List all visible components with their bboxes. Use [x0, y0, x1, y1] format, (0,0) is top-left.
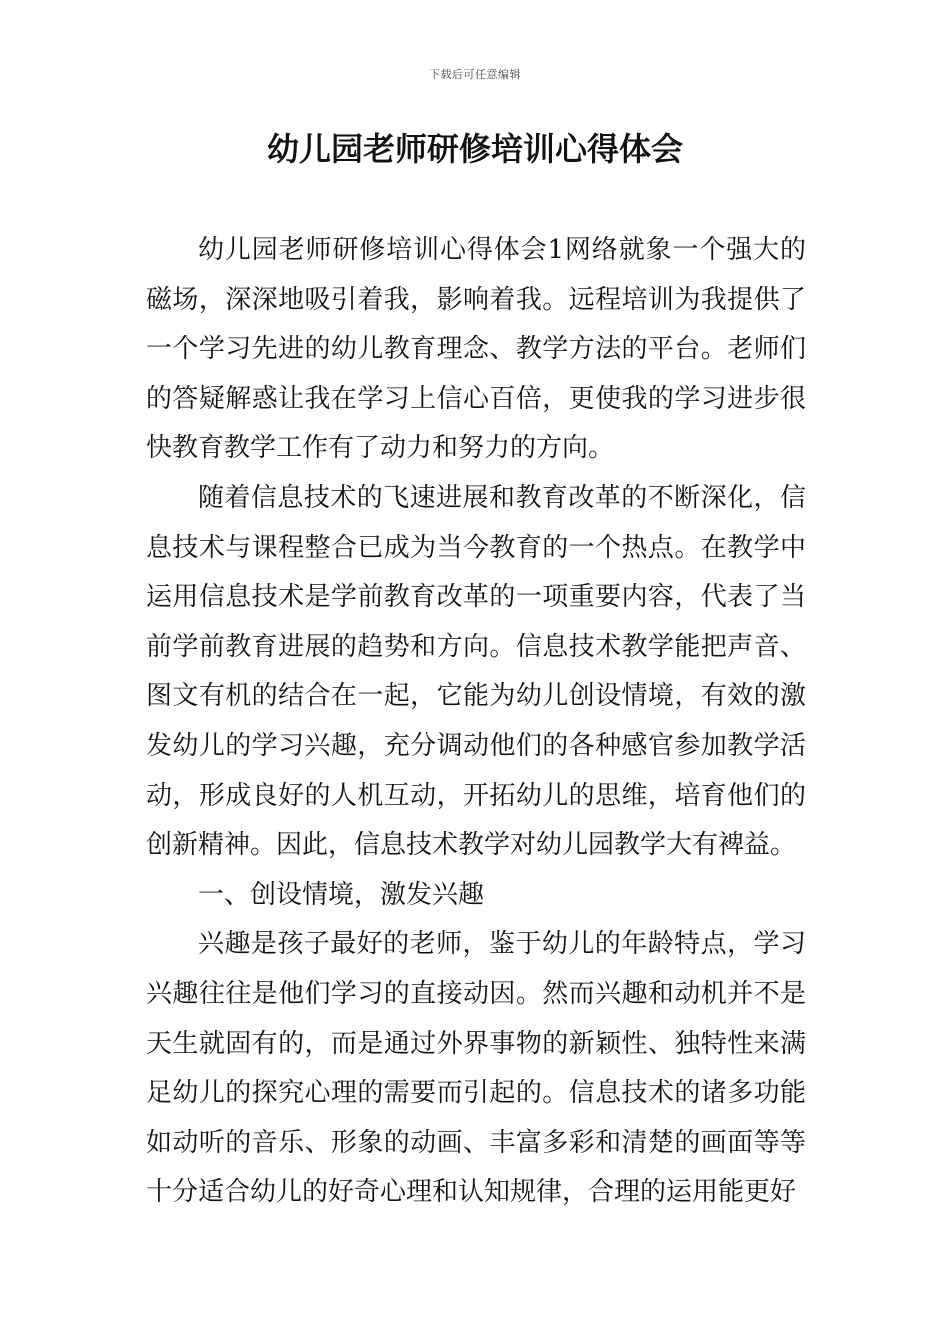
section-heading: 一、创设情境，激发兴趣 [198, 879, 485, 910]
header-note: 下载后可任意编辑 [429, 68, 521, 81]
paragraph-3: 兴趣是孩子最好的老师，鉴于幼儿的年龄特点，学习兴趣往往是他们学习的直接动因。然而兴趣和动机并不是天生就固有的，而是通过外界事物的新颖性、独特性来满足幼儿的探究心理的需要而引起的。信息技术的诸多功能如动听的音乐、形象的动画、丰富多彩和清楚的画面等等十分适合幼儿的好奇心理和认知规律，合理的运用能更好 [146, 929, 806, 1208]
document-body [146, 226, 806, 1218]
paragraph-2: 随着信息技术的飞速进展和教育改革的不断深化，信息技术与课程整合已成为当今教育的一个热点。在教学中运用信息技术是学前教育改革的一项重要内容，代表了当前学前教育进展的趋势和方向。信息技术教学能把声音、图文有机的结合在一起，它能为幼儿创设情境，有效的激发幼儿的学习兴趣，充分调动他们的各种感官参加教学活动，形成良好的人机互动，开拓幼儿的思维，培育他们的创新精神。因此，信息技术教学对幼儿园教学大有裨益。 [146, 482, 806, 861]
document-title: 幼儿园老师研修培训心得体会 [266, 130, 683, 168]
paragraph-1: 幼儿园老师研修培训心得体会1网络就象一个强大的磁场，深深地吸引着我，影响着我。远程培训为我提供了一个学习先进的幼儿教育理念、教学方法的平台。老师们的答疑解惑让我在学习上信心百倍，更使我的学习进步很快教育教学工作有了动力和努力的方向。 [146, 235, 806, 464]
